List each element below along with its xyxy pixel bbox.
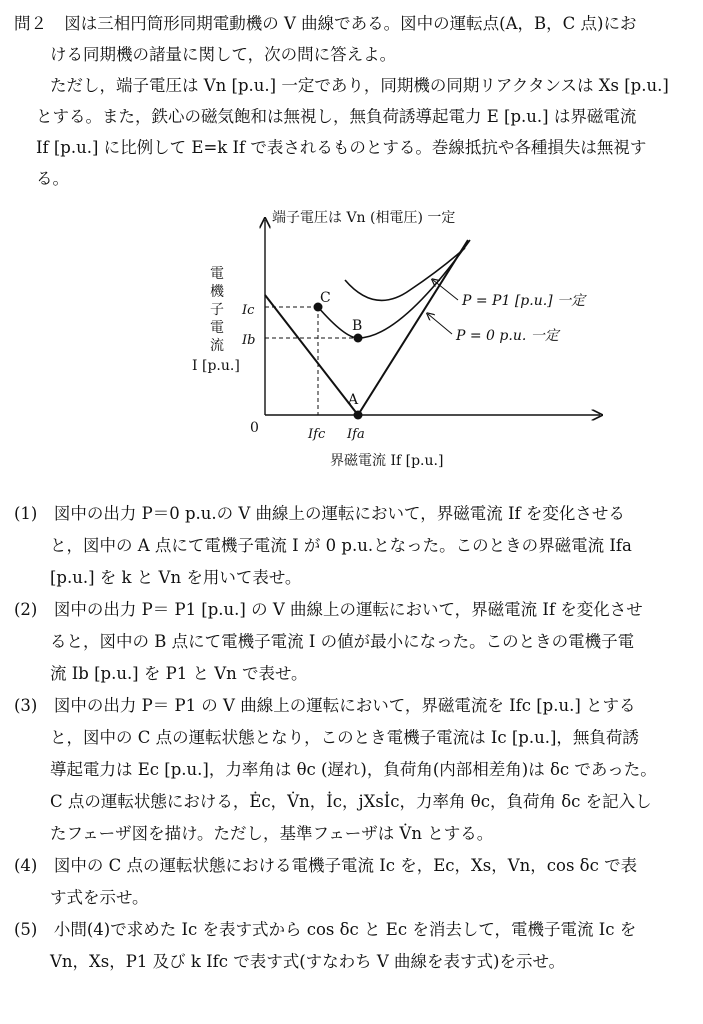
question-1-line-1: (1) 図中の出力 P＝0 p.u.の V 曲線上の運転において，界磁電流 If を変化させる (14, 504, 625, 523)
question-3-line-1: (3) 図中の出力 P＝ P1 の V 曲線上の運転において，界磁電流を Ifc [p.u.] とする (14, 696, 636, 715)
curve-p1 (318, 240, 470, 338)
label-c: C (320, 290, 331, 306)
label-curve-p1: P = P1 [p.u.] 一定 (462, 293, 586, 309)
intro-line-6: る。 (36, 169, 69, 188)
label-a: A (348, 392, 359, 408)
intro-line-4: とする。また，鉄心の磁気飽和は無視し，無負荷誘導起電力 E [p.u.] は界磁電流 (36, 107, 637, 126)
ylabel-char-5: 流 (210, 338, 224, 354)
tick-ifc: Ifc (308, 427, 326, 442)
question-2-line-2: ると，図中の B 点にて電機子電流 I の値が最小になった。このときの電機子電 (50, 632, 635, 651)
label-curve-p0: P = 0 p.u. 一定 (456, 328, 559, 344)
question-3-line-3: 導起電力は Ec [p.u.]，力率角は θc (遅れ)，負荷角(内部相差角)は δc であった。 (50, 760, 657, 779)
ylabel-char-4: 電 (210, 320, 224, 336)
tick-ifa: Ifa (347, 427, 365, 442)
intro-line-5: If [p.u.] に比例して E=k If で表されるものとする。巻線抵抗や各種損失は無視す (36, 138, 647, 157)
question-3-line-2: と，図中の C 点の運転状態となり，このとき電機子電流は Ic [p.u.]，無負荷誘 (50, 728, 639, 747)
problem-label: 問２ (14, 14, 47, 33)
question-3-line-5: たフェーザ図を描け。ただし，基準フェーザは V̇n とする。 (50, 824, 494, 843)
label-b: B (352, 318, 363, 334)
arrow-p0 (428, 314, 452, 334)
v-curve-figure (190, 210, 610, 480)
ylabel-char-1: 電 (210, 266, 224, 282)
point-b (354, 334, 363, 343)
question-2 (14, 594, 694, 690)
intro-line-3: ただし，端子電圧は Vn [p.u.] 一定であり，同期機の同期リアクタンスは Xs [p.u.] (50, 76, 669, 95)
problem-intro (14, 8, 694, 194)
question-2-line-3: 流 Ib [p.u.] を P1 と Vn で表せ。 (50, 664, 308, 683)
question-3 (14, 690, 694, 850)
ylabel-char-3: 子 (210, 302, 224, 318)
question-4 (14, 850, 694, 914)
question-2-line-1: (2) 図中の出力 P＝ P1 [p.u.] の V 曲線上の運転において，界磁電流 If を変化させ (14, 600, 643, 619)
question-5 (14, 914, 694, 978)
tick-ib: Ib (242, 333, 256, 348)
origin-label: 0 (250, 420, 259, 436)
question-1 (14, 498, 694, 594)
point-a (354, 411, 363, 420)
question-4-line-1: (4) 図中の C 点の運転状態における電機子電流 Ic を，Ec，Xs，Vn，cos δc で表 (14, 856, 638, 875)
intro-line-1: 問２ 図は三相円筒形同期電動機の V 曲線である。図中の運転点(A，B，C 点)にお (14, 14, 637, 33)
question-4-line-2: す式を示せ。 (50, 888, 149, 907)
tick-ic: Ic (242, 303, 255, 318)
question-5-line-1: (5) 小問(4)で求めた Ic を表す式から cos δc と Ec を消去して，電機子電流 Ic を (14, 920, 637, 939)
questions (14, 498, 694, 978)
intro-line-2: ける同期機の諸量に関して，次の問に答えよ。 (50, 45, 397, 64)
question-3-line-4: C 点の運転状態における，Ėc，V̇n，İc，jXsİc，力率角 θc，負荷角 δc を記入し (50, 792, 652, 811)
ylabel-char-2: 機 (210, 284, 224, 300)
ylabel-unit: I [p.u.] (192, 358, 240, 374)
question-1-line-3: [p.u.] を k と Vn を用いて表せ。 (50, 568, 302, 587)
xlabel: 界磁電流 If [p.u.] (330, 453, 444, 469)
question-1-line-2: と，図中の A 点にて電機子電流 I が 0 p.u.となった。このときの界磁電流 Ifa (50, 536, 632, 555)
figure-title: 端子電圧は Vn (相電圧) 一定 (272, 210, 456, 226)
curve-p0 (265, 240, 468, 415)
question-5-line-2: Vn，Xs，P1 及び k Ifc で表す式(すなわち V 曲線を表す式)を示せ。 (50, 952, 565, 971)
